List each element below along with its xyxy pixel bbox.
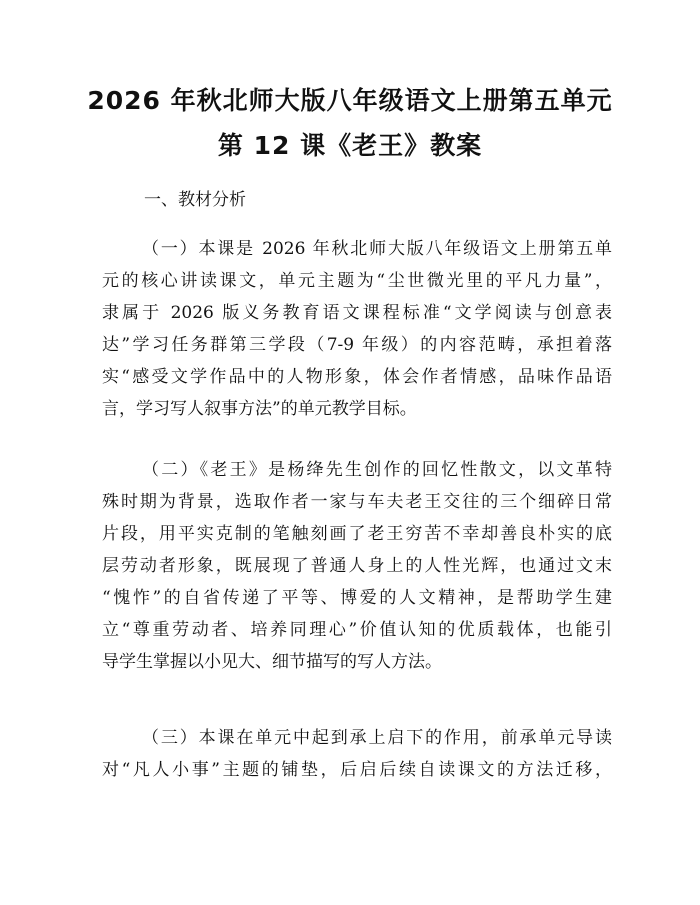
paragraph-line: 言，学习写人叙事方法”的单元教学目标。 [102,399,417,419]
document-title-line-1: 2026 年秋北师大版八年级语文上册第五单元 [87,86,613,115]
paragraph-line: 对“凡人小事”主题的铺垫，后启后续自读课文的方法迁移， [102,760,612,780]
paragraph-line: 殊时期为背景，选取作者一家与车夫老王交往的三个细碎日常 [102,492,612,512]
paragraph-line: （一）本课是 2026 年秋北师大版八年级语文上册第五单 [142,239,612,259]
paragraph-line: 层劳动者形象，既展现了普通人身上的人性光辉，也通过文末 [102,556,612,576]
paragraph-3 [102,722,612,786]
paragraph-line: 隶属于 2026 版义务教育语文课程标准“文学阅读与创意表 [102,303,612,323]
paragraph-1 [102,233,612,425]
paragraph-line: “愧怍”的自省传递了平等、博爱的人文精神，是帮助学生建 [102,588,612,608]
paragraph-line: 立“尊重劳动者、培养同理心”价值认知的优质载体，也能引 [102,620,612,640]
paragraph-line: （三）本课在单元中起到承上启下的作用，前承单元导读 [142,728,612,748]
paragraph-line: 达”学习任务群第三学段（7-9 年级）的内容范畴，承担着落 [102,335,612,355]
paragraph-line: 导学生掌握以小见大、细节描写的写人方法。 [102,652,442,672]
paragraph-line: 片段，用平实克制的笔触刻画了老王穷苦不幸却善良朴实的底 [102,524,612,544]
paragraph-line: （二）《老王》是杨绛先生创作的回忆性散文，以文革特 [142,460,612,480]
paragraph-line: 实“感受文学作品中的人物形象，体会作者情感，品味作品语 [102,367,612,387]
paragraph-line: 元的核心讲读课文，单元主题为“尘世微光里的平凡力量”， [102,271,612,291]
document-title-line-2: 第 12 课《老王》教案 [217,131,483,160]
paragraph-2 [102,454,612,678]
section-heading: 一、教材分析 [144,190,246,210]
